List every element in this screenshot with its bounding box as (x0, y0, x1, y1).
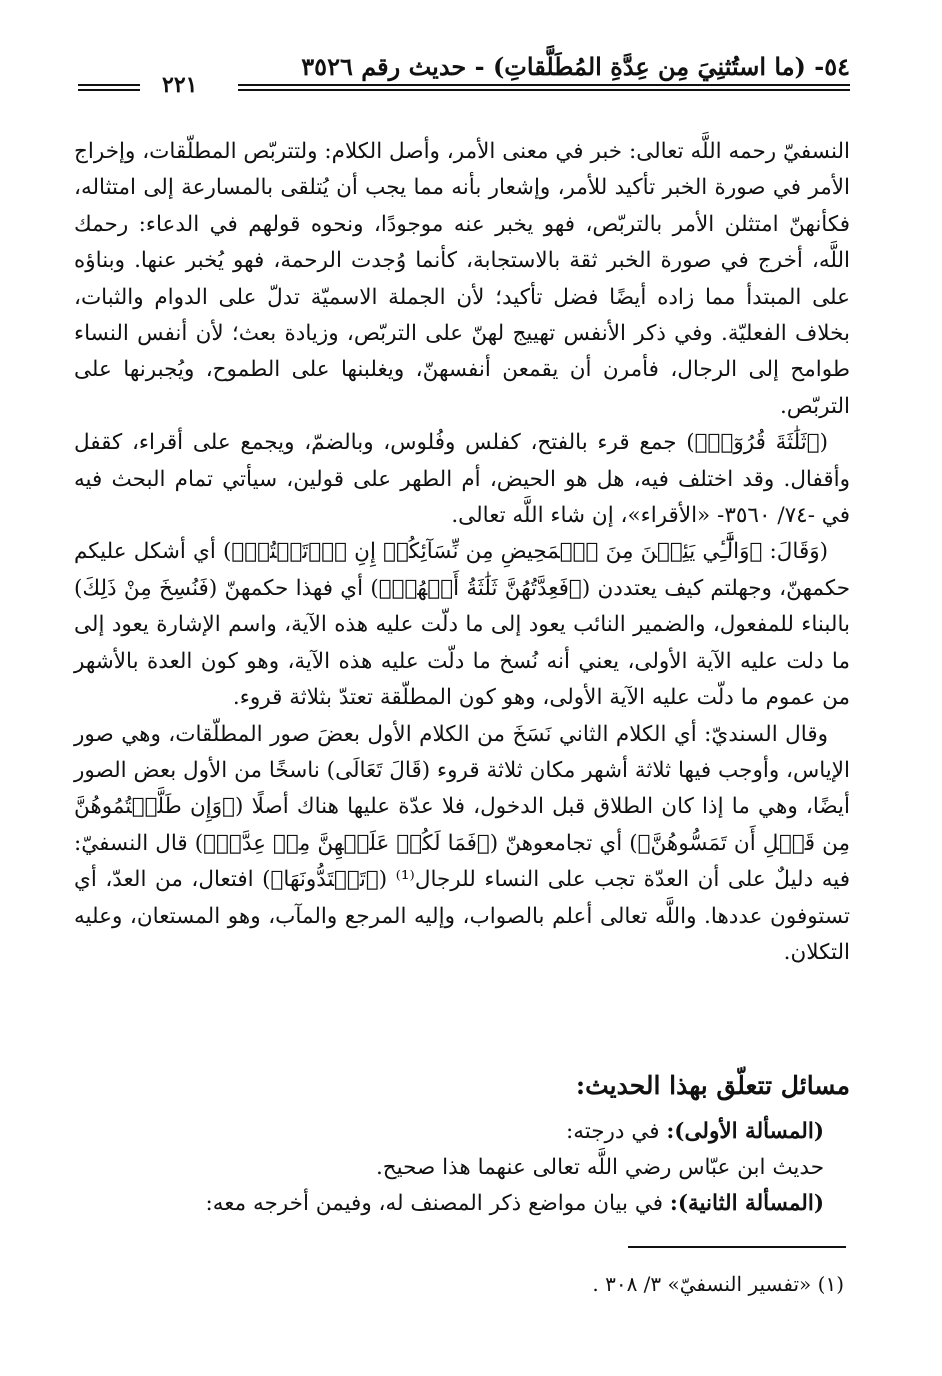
section-heading: مسائل تتعلّق بهذا الحديث: (575, 1071, 850, 1100)
page-header (70, 52, 850, 106)
paragraph: النسفيّ رحمه اللَّه تعالى: خبر في معنى الأمر، وأصل الكلام: ولتتربّص المطلّقات، وإخراج الأمر في صورة الخبر تأكيد للأمر، وإشعار بأنه مما يجب أن يُتلقى بالمسارعة إلى امتثاله، فكأنهنّ امتثلن الأمر بالتربّص، فهو يخبر عنه موجودًا، ونحوه قولهم في الدعاء: رحمك اللَّه، أخرج في صورة الخبر ثقة بالاستجابة، كأنما وُجدت الرحمة، فهو يُخبر عنها. وبناؤه على المبتدأ مما زاده أيضًا فضل تأكيد؛ لأن الجملة الاسميّة تدلّ على الدوام والثبات، بخلاف الفعليّة. وفي ذكر الأنفس تهييج لهنّ على التربّص، وزيادة بعث؛ لأن أنفس النساء طوامح إلى الرجال، فأمرن أن يقمعن أنفسهنّ، ويغلبنها على الطموح، ويُجبرنها على التربّص. (74, 139, 850, 419)
paragraph: (وَقَالَ: ﴿وَالَّٰٓـِٔي يَئِسۡنَ مِنَ ٱلۡمَحِيضِ مِن نِّسَآئِكُمۡ إِنِ ٱرۡتَبۡتُمۡ﴾) أي أشكل عليكم حكمهنّ، وجهلتم كيف يعتددن (﴿فَعِدَّتُهُنَّ ثَلَٰثَةُ أَشۡهُرٖ﴾) أي فهذا حكمهنّ (فَنُسِخَ مِنْ ذَلِكَ) بالبناء للمفعول، والضمير النائب يعود إلى ما دلّت عليه هذه الآية، واسم الإشارة يعود إلى ما دلت عليه الآية الأولى، يعني أنه نُسخ ما دلّت عليه هذه الآية، وهو كون العدة بالأشهر من عموم ما دلّت عليه الآية الأولى، وهو كون المطلّقة تعتدّ بثلاثة قروء. (74, 539, 850, 711)
issue-label: (المسألة الثانية): (669, 1191, 824, 1216)
paragraph: وقال السنديّ: أي الكلام الثاني نَسَخَ من الكلام الأول بعضَ صور المطلّقات، وهي صور الإياس، وأوجب فيها ثلاثة أشهر مكان ثلاثة قروء (قَالَ تَعَالَى) ناسخًا من الأول بعض الصور أيضًا، وهي ما إذا كان الطلاق قبل الدخول، فلا عدّة عليها هناك أصلًا (﴿وَإِن طَلَّقۡتُمُوهُنَّ مِن قَبۡلِ أَن تَمَسُّوهُنَّ﴾) أي تجامعوهنّ (﴿فَمَا لَكُمۡ عَلَيۡهِنَّ مِنۡ عِدَّةٖ﴾) قال النسفيّ: فيه دليلٌ على أن العدّة تجب على النساء للرجال⁽¹⁾ (﴿تَعۡتَدُّونَهَا﴾) افتعال، من العدّ، أي تستوفون عددها. واللَّه تعالى أعلم بالصواب، وإليه المرجع والمآب، وهو المستعان، وعليه التكلان. (74, 721, 850, 965)
header-rule-left (78, 84, 140, 91)
issue-text: في بيان مواضع ذكر المصنف له، وفيمن أخرجه معه: (205, 1191, 670, 1216)
issue-text: حديث ابن عبّاس رضي اللَّه تعالى عنهما هذا صحيح. (375, 1155, 824, 1180)
footnote: (١) «تفسير النسفيّ» ٣/ ٣٠٨ . (592, 1272, 844, 1296)
page-number: ٢٢١ (162, 72, 198, 98)
issue-item (74, 1114, 850, 1150)
issue-item (74, 1150, 850, 1186)
issue-label: (المسألة الأولى): (666, 1119, 824, 1144)
chapter-title: ٥٤- (ما استُثنِيَ مِن عِدَّةِ المُطَلَّقاتِ) - حديث رقم ٣٥٢٦ (301, 52, 850, 81)
main-text (74, 134, 850, 971)
issues-list (74, 1114, 850, 1222)
paragraph: (﴿ثَلَٰثَةَ قُرُوٓءٖ﴾) جمع قرء بالفتح، كفلس وفُلوس، وبالضمّ، ويجمع على أقراء، كقفل وأقفال. وقد اختلف فيه، هل هو الحيض، أم الطهر على قولين، سيأتي تمام البحث فيه في -٧٤/ ٣٥٦٠- «الأقراء»، إن شاء اللَّه تعالى. (74, 430, 850, 529)
issue-item (74, 1186, 850, 1222)
issue-text: في درجته: (566, 1119, 667, 1144)
header-rule-right (238, 84, 850, 91)
footnote-divider (628, 1246, 846, 1248)
